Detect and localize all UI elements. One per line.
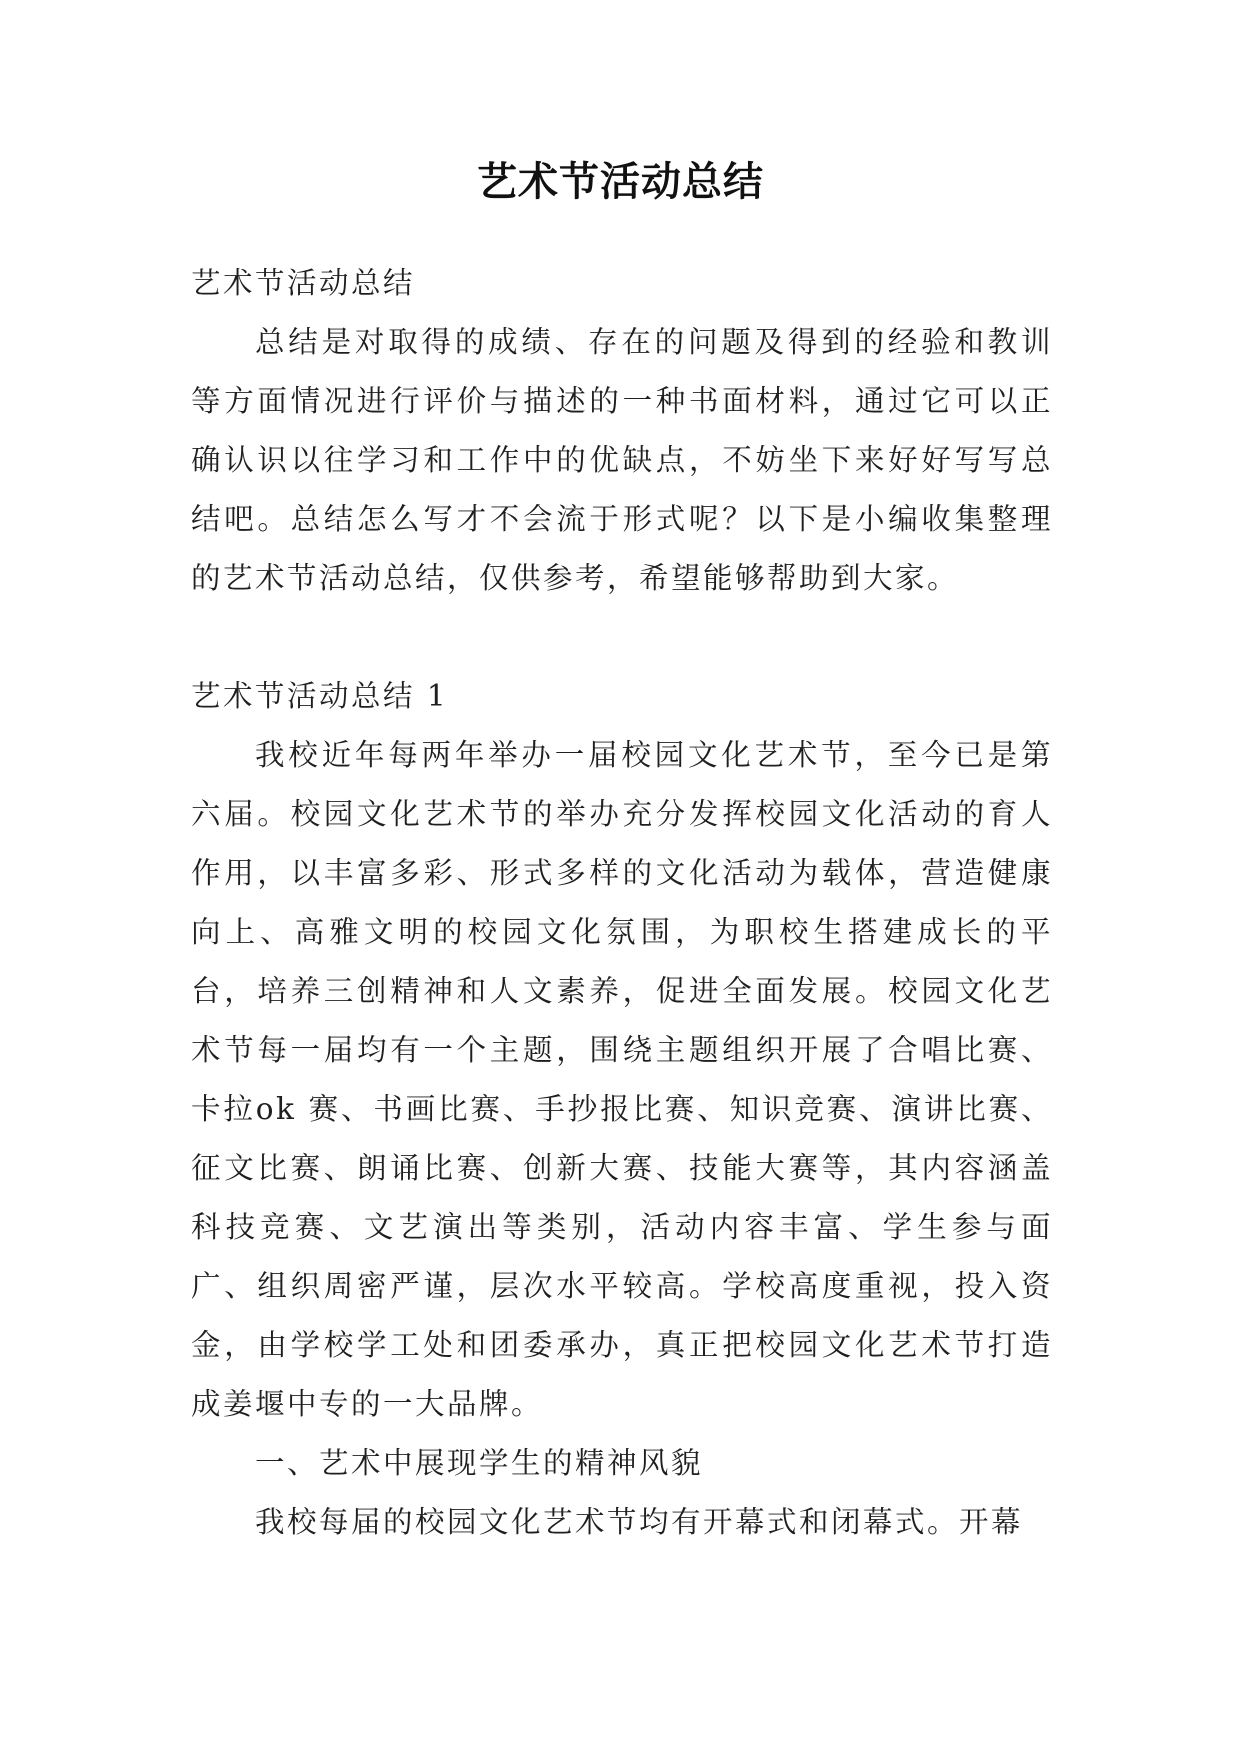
intro-paragraph: 总结是对取得的成绩、存在的问题及得到的经验和教训等方面情况进行评价与描述的一种书面材料，通过它可以正确认识以往学习和工作中的优缺点，不妨坐下来好好写写总结吧。总结怎么写才不会流于形式呢？以下是小编收集整理的艺术节活动总结，仅供参考，希望能够帮助到大家。 (191, 325, 1053, 595)
document-body (191, 254, 1053, 1552)
subheading-1-paragraph-start: 我校每届的校园文化艺术节均有开幕式和闭幕式。开幕 (255, 1505, 1024, 1539)
section-1-heading: 艺术节活动总结 1 (191, 679, 449, 713)
document-title: 艺术节活动总结 (477, 159, 764, 205)
subheading-1: 一、艺术中展现学生的精神风貌 (255, 1446, 704, 1480)
intro-heading: 艺术节活动总结 (191, 266, 416, 300)
section-1-paragraph: 我校近年每两年举办一届校园文化艺术节，至今已是第六届。校园文化艺术节的举办充分发挥校园文化活动的育人作用，以丰富多彩、形式多样的文化活动为载体，营造健康向上、高雅文明的校园文化氛围，为职校生搭建成长的平台，培养三创精神和人文素养，促进全面发展。校园文化艺术节每一届均有一个主题，围绕主题组织开展了合唱比赛、卡拉ok 赛、书画比赛、手抄报比赛、知识竞赛、演讲比赛、征文比赛、朗诵比赛、创新大赛、技能大赛等，其内容涵盖科技竞赛、文艺演出等类别，活动内容丰富、学生参与面广、组织周密严谨，层次水平较高。学校高度重视，投入资金，由学校学工处和团委承办，真正把校园文化艺术节打造成姜堰中专的一大品牌。 (191, 738, 1053, 1421)
paragraph-gap (191, 608, 1053, 667)
